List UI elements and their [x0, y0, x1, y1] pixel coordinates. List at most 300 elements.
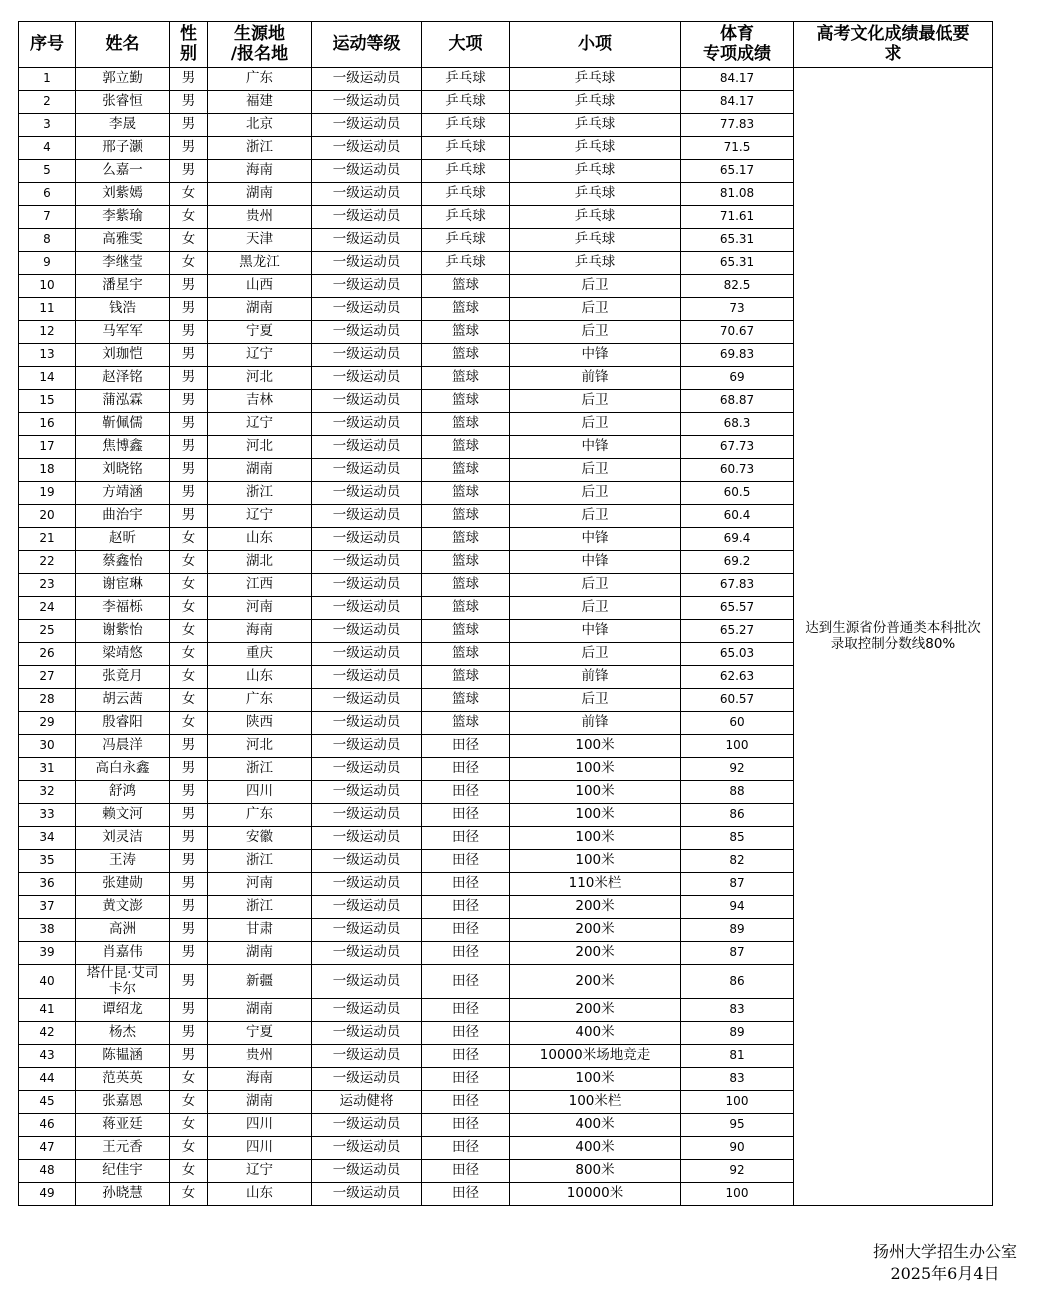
cell-origin: 海南	[208, 160, 312, 183]
cell-score: 69.4	[681, 528, 794, 551]
cell-name: 胡云茜	[76, 689, 170, 712]
footer	[873, 1241, 1017, 1284]
cell-score: 100	[681, 735, 794, 758]
cell-name: 刘紫嫣	[76, 183, 170, 206]
cell-level: 一级运动员	[312, 1068, 422, 1091]
cell-score: 82.5	[681, 275, 794, 298]
cell-sport: 乒乓球	[422, 229, 510, 252]
cell-origin: 重庆	[208, 643, 312, 666]
cell-name: 焦博鑫	[76, 436, 170, 459]
cell-name: 刘灵洁	[76, 827, 170, 850]
cell-name: 靳佩儒	[76, 413, 170, 436]
cell-score: 70.67	[681, 321, 794, 344]
cell-level: 一级运动员	[312, 804, 422, 827]
cell-name: 郭立勤	[76, 68, 170, 91]
cell-score: 77.83	[681, 114, 794, 137]
table-row	[19, 68, 993, 91]
cell-no: 31	[19, 758, 76, 781]
cell-level: 一级运动员	[312, 873, 422, 896]
cell-level: 一级运动员	[312, 574, 422, 597]
cell-level: 一级运动员	[312, 528, 422, 551]
cell-gender: 男	[170, 999, 208, 1022]
cell-origin: 宁夏	[208, 321, 312, 344]
cell-sport: 乒乓球	[422, 91, 510, 114]
cell-gender: 男	[170, 1045, 208, 1068]
cell-sport: 篮球	[422, 551, 510, 574]
cell-gender: 男	[170, 781, 208, 804]
cell-gender: 女	[170, 183, 208, 206]
cell-event: 200米	[510, 942, 681, 965]
cell-gender: 女	[170, 666, 208, 689]
cell-event: 100米	[510, 781, 681, 804]
cell-origin: 湖南	[208, 183, 312, 206]
cell-score: 92	[681, 1160, 794, 1183]
cell-no: 8	[19, 229, 76, 252]
cell-name: 孙晓慧	[76, 1183, 170, 1206]
cell-name: 高白永鑫	[76, 758, 170, 781]
cell-no: 19	[19, 482, 76, 505]
cell-origin: 新疆	[208, 965, 312, 999]
cell-score: 60	[681, 712, 794, 735]
cell-gender: 男	[170, 482, 208, 505]
cell-no: 7	[19, 206, 76, 229]
cell-event: 800米	[510, 1160, 681, 1183]
cell-score: 81.08	[681, 183, 794, 206]
cell-sport: 田径	[422, 1022, 510, 1045]
cell-event: 前锋	[510, 367, 681, 390]
cell-sport: 篮球	[422, 574, 510, 597]
cell-event: 乒乓球	[510, 229, 681, 252]
cell-event: 后卫	[510, 482, 681, 505]
cell-sport: 乒乓球	[422, 114, 510, 137]
cell-no: 26	[19, 643, 76, 666]
cell-origin: 湖北	[208, 551, 312, 574]
cell-sport: 篮球	[422, 528, 510, 551]
cell-event: 400米	[510, 1137, 681, 1160]
cell-gender: 男	[170, 1022, 208, 1045]
cell-origin: 四川	[208, 1114, 312, 1137]
cell-gender: 男	[170, 367, 208, 390]
cell-origin: 江西	[208, 574, 312, 597]
cell-gender: 女	[170, 1114, 208, 1137]
cell-event: 乒乓球	[510, 206, 681, 229]
cell-level: 一级运动员	[312, 1137, 422, 1160]
cell-sport: 田径	[422, 919, 510, 942]
cell-origin: 贵州	[208, 206, 312, 229]
cell-origin: 甘肃	[208, 919, 312, 942]
cell-level: 一级运动员	[312, 436, 422, 459]
cell-score: 92	[681, 758, 794, 781]
cell-gender: 女	[170, 551, 208, 574]
cell-gender: 女	[170, 1160, 208, 1183]
cell-sport: 篮球	[422, 666, 510, 689]
cell-gender: 女	[170, 643, 208, 666]
cell-score: 68.3	[681, 413, 794, 436]
cell-level: 一级运动员	[312, 505, 422, 528]
cell-origin: 吉林	[208, 390, 312, 413]
cell-origin: 北京	[208, 114, 312, 137]
cell-no: 47	[19, 1137, 76, 1160]
cell-event: 100米	[510, 827, 681, 850]
cell-no: 40	[19, 965, 76, 999]
cell-level: 一级运动员	[312, 1022, 422, 1045]
cell-score: 60.57	[681, 689, 794, 712]
cell-origin: 安徽	[208, 827, 312, 850]
cell-name: 蒋亚廷	[76, 1114, 170, 1137]
cell-sport: 田径	[422, 1068, 510, 1091]
cell-level: 一级运动员	[312, 321, 422, 344]
header-row	[19, 22, 993, 68]
cell-origin: 河南	[208, 597, 312, 620]
cell-gender: 女	[170, 206, 208, 229]
header-no: 序号	[19, 22, 76, 68]
cell-origin: 宁夏	[208, 1022, 312, 1045]
footer-date: 2025年6月4日	[890, 1263, 1000, 1283]
cell-name: 范英英	[76, 1068, 170, 1091]
cell-no: 11	[19, 298, 76, 321]
cell-sport: 篮球	[422, 413, 510, 436]
cell-origin: 黑龙江	[208, 252, 312, 275]
cell-gender: 男	[170, 298, 208, 321]
cell-score: 87	[681, 873, 794, 896]
requirement-cell: 达到生源省份普通类本科批次录取控制分数线80%	[794, 68, 993, 1206]
cell-origin: 陕西	[208, 712, 312, 735]
cell-score: 68.87	[681, 390, 794, 413]
cell-origin: 山西	[208, 275, 312, 298]
cell-score: 60.73	[681, 459, 794, 482]
cell-level: 一级运动员	[312, 229, 422, 252]
cell-gender: 女	[170, 620, 208, 643]
cell-sport: 田径	[422, 850, 510, 873]
cell-name: 张建勋	[76, 873, 170, 896]
cell-gender: 男	[170, 275, 208, 298]
cell-event: 前锋	[510, 666, 681, 689]
cell-gender: 男	[170, 436, 208, 459]
cell-score: 89	[681, 919, 794, 942]
cell-gender: 男	[170, 91, 208, 114]
cell-sport: 乒乓球	[422, 252, 510, 275]
cell-no: 15	[19, 390, 76, 413]
cell-name: 赵泽铭	[76, 367, 170, 390]
cell-no: 37	[19, 896, 76, 919]
cell-sport: 田径	[422, 758, 510, 781]
cell-no: 13	[19, 344, 76, 367]
cell-gender: 男	[170, 850, 208, 873]
cell-gender: 男	[170, 114, 208, 137]
athlete-roster-table	[18, 21, 993, 1206]
cell-origin: 福建	[208, 91, 312, 114]
cell-origin: 辽宁	[208, 505, 312, 528]
cell-sport: 篮球	[422, 436, 510, 459]
cell-name: 谢紫怡	[76, 620, 170, 643]
cell-no: 39	[19, 942, 76, 965]
cell-level: 一级运动员	[312, 459, 422, 482]
cell-score: 87	[681, 942, 794, 965]
cell-score: 65.03	[681, 643, 794, 666]
cell-event: 200米	[510, 896, 681, 919]
cell-origin: 山东	[208, 666, 312, 689]
cell-name: 李紫瑜	[76, 206, 170, 229]
cell-no: 49	[19, 1183, 76, 1206]
cell-event: 100米	[510, 850, 681, 873]
cell-no: 2	[19, 91, 76, 114]
cell-name: 梁靖悠	[76, 643, 170, 666]
cell-event: 100米	[510, 758, 681, 781]
cell-name: 赖文河	[76, 804, 170, 827]
cell-score: 71.61	[681, 206, 794, 229]
cell-no: 45	[19, 1091, 76, 1114]
cell-gender: 男	[170, 919, 208, 942]
cell-event: 前锋	[510, 712, 681, 735]
cell-level: 一级运动员	[312, 160, 422, 183]
cell-score: 71.5	[681, 137, 794, 160]
cell-gender: 男	[170, 758, 208, 781]
cell-origin: 广东	[208, 689, 312, 712]
cell-origin: 海南	[208, 1068, 312, 1091]
cell-gender: 男	[170, 390, 208, 413]
cell-event: 乒乓球	[510, 68, 681, 91]
cell-no: 38	[19, 919, 76, 942]
cell-score: 67.83	[681, 574, 794, 597]
cell-event: 乒乓球	[510, 160, 681, 183]
cell-gender: 女	[170, 1068, 208, 1091]
header-requirement: 高考文化成绩最低要 求	[794, 22, 993, 68]
header-score: 体育 专项成绩	[681, 22, 794, 68]
cell-gender: 女	[170, 689, 208, 712]
cell-sport: 篮球	[422, 344, 510, 367]
cell-event: 100米	[510, 804, 681, 827]
cell-origin: 浙江	[208, 137, 312, 160]
cell-no: 21	[19, 528, 76, 551]
cell-gender: 男	[170, 321, 208, 344]
cell-score: 88	[681, 781, 794, 804]
cell-score: 82	[681, 850, 794, 873]
cell-score: 89	[681, 1022, 794, 1045]
cell-gender: 男	[170, 942, 208, 965]
cell-gender: 女	[170, 1183, 208, 1206]
cell-sport: 篮球	[422, 689, 510, 712]
cell-sport: 田径	[422, 873, 510, 896]
cell-score: 100	[681, 1183, 794, 1206]
cell-name: 张睿恒	[76, 91, 170, 114]
cell-sport: 篮球	[422, 367, 510, 390]
cell-origin: 河北	[208, 367, 312, 390]
cell-name: 李晟	[76, 114, 170, 137]
cell-no: 48	[19, 1160, 76, 1183]
cell-level: 一级运动员	[312, 999, 422, 1022]
cell-event: 乒乓球	[510, 252, 681, 275]
cell-name: 邢子灏	[76, 137, 170, 160]
cell-level: 一级运动员	[312, 758, 422, 781]
cell-gender: 男	[170, 68, 208, 91]
cell-level: 运动健将	[312, 1091, 422, 1114]
cell-sport: 田径	[422, 781, 510, 804]
cell-event: 后卫	[510, 574, 681, 597]
cell-origin: 天津	[208, 229, 312, 252]
cell-no: 34	[19, 827, 76, 850]
cell-gender: 男	[170, 827, 208, 850]
cell-origin: 广东	[208, 804, 312, 827]
cell-event: 中锋	[510, 528, 681, 551]
cell-sport: 篮球	[422, 275, 510, 298]
cell-score: 67.73	[681, 436, 794, 459]
cell-gender: 男	[170, 137, 208, 160]
cell-origin: 四川	[208, 1137, 312, 1160]
cell-name: 陈韫涵	[76, 1045, 170, 1068]
cell-no: 36	[19, 873, 76, 896]
cell-origin: 湖南	[208, 999, 312, 1022]
cell-level: 一级运动员	[312, 620, 422, 643]
cell-level: 一级运动员	[312, 965, 422, 999]
cell-name: 纪佳宇	[76, 1160, 170, 1183]
cell-origin: 湖南	[208, 298, 312, 321]
cell-name: 刘珈恺	[76, 344, 170, 367]
cell-score: 86	[681, 804, 794, 827]
cell-sport: 篮球	[422, 390, 510, 413]
cell-event: 后卫	[510, 275, 681, 298]
cell-no: 14	[19, 367, 76, 390]
cell-sport: 田径	[422, 942, 510, 965]
cell-score: 65.31	[681, 229, 794, 252]
cell-gender: 男	[170, 735, 208, 758]
cell-event: 中锋	[510, 620, 681, 643]
cell-gender: 女	[170, 229, 208, 252]
cell-score: 65.17	[681, 160, 794, 183]
cell-level: 一级运动员	[312, 390, 422, 413]
cell-origin: 四川	[208, 781, 312, 804]
cell-no: 24	[19, 597, 76, 620]
cell-origin: 辽宁	[208, 1160, 312, 1183]
cell-gender: 男	[170, 413, 208, 436]
cell-score: 69.2	[681, 551, 794, 574]
cell-no: 20	[19, 505, 76, 528]
cell-event: 中锋	[510, 344, 681, 367]
cell-no: 25	[19, 620, 76, 643]
cell-score: 60.4	[681, 505, 794, 528]
cell-sport: 乒乓球	[422, 137, 510, 160]
cell-event: 200米	[510, 965, 681, 999]
cell-event: 200米	[510, 999, 681, 1022]
cell-name: 刘晓铭	[76, 459, 170, 482]
cell-sport: 田径	[422, 999, 510, 1022]
cell-event: 后卫	[510, 643, 681, 666]
cell-event: 后卫	[510, 298, 681, 321]
cell-no: 35	[19, 850, 76, 873]
cell-name: 谭绍龙	[76, 999, 170, 1022]
cell-sport: 田径	[422, 1183, 510, 1206]
cell-name: 殷睿阳	[76, 712, 170, 735]
cell-sport: 篮球	[422, 620, 510, 643]
cell-score: 69.83	[681, 344, 794, 367]
cell-no: 46	[19, 1114, 76, 1137]
cell-no: 16	[19, 413, 76, 436]
cell-name: 高洲	[76, 919, 170, 942]
cell-level: 一级运动员	[312, 1114, 422, 1137]
cell-origin: 海南	[208, 620, 312, 643]
cell-name: 马军军	[76, 321, 170, 344]
cell-sport: 田径	[422, 896, 510, 919]
cell-no: 4	[19, 137, 76, 160]
cell-event: 中锋	[510, 551, 681, 574]
cell-level: 一级运动员	[312, 551, 422, 574]
cell-level: 一级运动员	[312, 689, 422, 712]
cell-level: 一级运动员	[312, 367, 422, 390]
cell-origin: 山东	[208, 528, 312, 551]
cell-event: 400米	[510, 1022, 681, 1045]
cell-event: 100米栏	[510, 1091, 681, 1114]
cell-level: 一级运动员	[312, 1160, 422, 1183]
cell-event: 10000米	[510, 1183, 681, 1206]
cell-origin: 贵州	[208, 1045, 312, 1068]
cell-level: 一级运动员	[312, 206, 422, 229]
cell-name: 张竟月	[76, 666, 170, 689]
cell-no: 42	[19, 1022, 76, 1045]
cell-no: 33	[19, 804, 76, 827]
cell-gender: 女	[170, 252, 208, 275]
cell-level: 一级运动员	[312, 114, 422, 137]
cell-event: 后卫	[510, 505, 681, 528]
cell-event: 10000米场地竞走	[510, 1045, 681, 1068]
cell-origin: 河北	[208, 735, 312, 758]
cell-sport: 田径	[422, 1114, 510, 1137]
cell-score: 81	[681, 1045, 794, 1068]
cell-level: 一级运动员	[312, 896, 422, 919]
cell-sport: 乒乓球	[422, 183, 510, 206]
cell-sport: 田径	[422, 1091, 510, 1114]
cell-score: 62.63	[681, 666, 794, 689]
cell-sport: 田径	[422, 965, 510, 999]
cell-gender: 女	[170, 597, 208, 620]
cell-level: 一级运动员	[312, 712, 422, 735]
cell-gender: 男	[170, 965, 208, 999]
cell-no: 17	[19, 436, 76, 459]
footer-office: 扬州大学招生办公室	[872, 1242, 1017, 1261]
cell-score: 83	[681, 1068, 794, 1091]
header-level: 运动等级	[312, 22, 422, 68]
cell-name: 杨杰	[76, 1022, 170, 1045]
cell-name: 谢宦琳	[76, 574, 170, 597]
cell-level: 一级运动员	[312, 1183, 422, 1206]
cell-name: 方靖涵	[76, 482, 170, 505]
cell-origin: 湖南	[208, 1091, 312, 1114]
cell-name: 赵昕	[76, 528, 170, 551]
cell-name: 曲治宇	[76, 505, 170, 528]
cell-name: 黄文澎	[76, 896, 170, 919]
cell-gender: 男	[170, 804, 208, 827]
cell-no: 32	[19, 781, 76, 804]
cell-no: 12	[19, 321, 76, 344]
cell-sport: 篮球	[422, 482, 510, 505]
cell-gender: 男	[170, 896, 208, 919]
cell-score: 60.5	[681, 482, 794, 505]
cell-no: 44	[19, 1068, 76, 1091]
cell-sport: 田径	[422, 1160, 510, 1183]
cell-sport: 田径	[422, 735, 510, 758]
cell-event: 乒乓球	[510, 114, 681, 137]
cell-origin: 浙江	[208, 482, 312, 505]
cell-gender: 女	[170, 574, 208, 597]
cell-score: 84.17	[681, 91, 794, 114]
cell-event: 后卫	[510, 390, 681, 413]
cell-level: 一级运动员	[312, 183, 422, 206]
cell-name: 李继莹	[76, 252, 170, 275]
cell-name: 蒲泓霖	[76, 390, 170, 413]
cell-sport: 田径	[422, 827, 510, 850]
cell-event: 200米	[510, 919, 681, 942]
cell-name: 么嘉一	[76, 160, 170, 183]
cell-gender: 男	[170, 459, 208, 482]
cell-level: 一级运动员	[312, 735, 422, 758]
